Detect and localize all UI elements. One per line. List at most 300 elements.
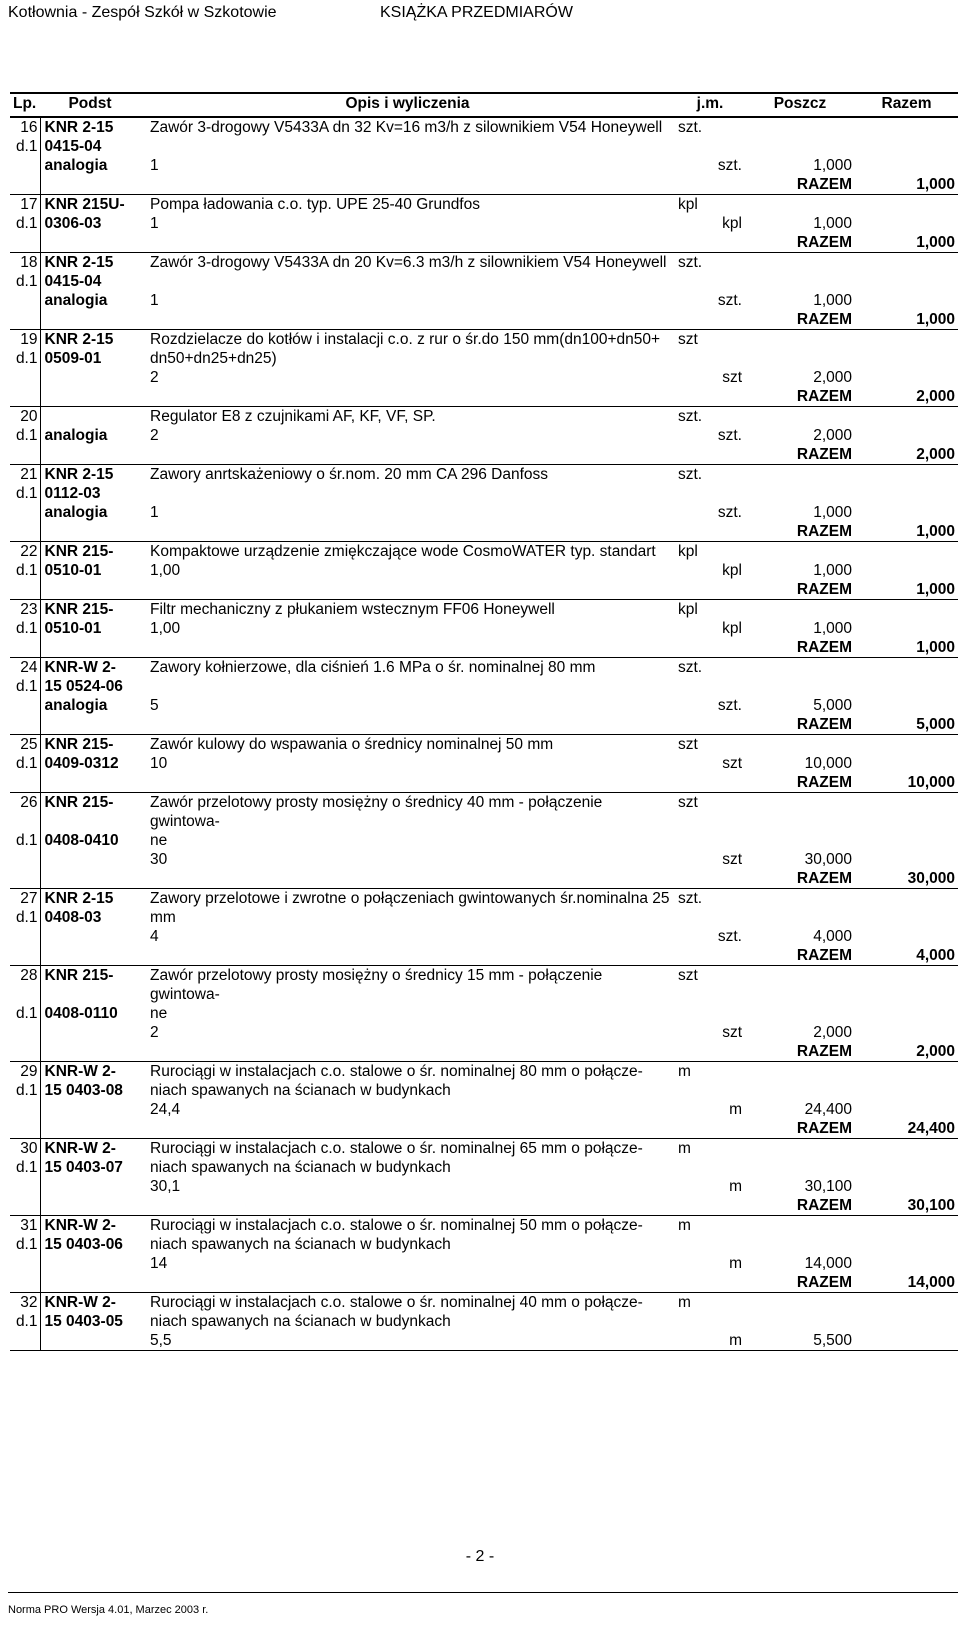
- norm-code-line: KNR 2-15: [40, 330, 140, 350]
- unit-of-measure: szt.: [678, 659, 703, 676]
- unit-of-measure: kpl: [678, 196, 698, 213]
- empty-cell: [855, 1158, 958, 1177]
- unit-of-measure: szt.: [678, 890, 703, 907]
- empty-cell: [40, 522, 140, 542]
- item-description-cont: niach spawanych na ścianach w budynkach: [150, 1082, 451, 1099]
- item-sub-number: d.1: [15, 138, 38, 155]
- quantity-unit: szt.: [717, 427, 742, 444]
- norm-code-line: 0510-01: [40, 619, 140, 638]
- razem-label: RAZEM: [745, 580, 855, 600]
- quantity-unit: szt.: [717, 292, 742, 309]
- empty-cell: [855, 927, 958, 946]
- item-number: 27: [20, 890, 38, 907]
- item-sub-number: d.1: [15, 485, 38, 502]
- empty-cell: [675, 522, 745, 542]
- empty-cell: [745, 658, 855, 678]
- norm-code-line: [40, 850, 140, 869]
- empty-cell: [855, 1254, 958, 1273]
- empty-cell: [675, 387, 745, 407]
- col-header-razem: Razem: [855, 93, 958, 117]
- norm-code-line: KNR 215-: [40, 793, 140, 832]
- empty-cell: [10, 580, 40, 600]
- quantity-formula: 1: [150, 215, 159, 232]
- norm-code-line: 0112-03: [40, 484, 140, 503]
- empty-cell: [140, 677, 675, 696]
- item-subtotal: 5,500: [745, 1331, 855, 1351]
- razem-value: 30,000: [855, 869, 958, 889]
- item-subtotal: 10,000: [804, 755, 852, 772]
- empty-cell: [140, 1119, 675, 1139]
- empty-cell: [40, 715, 140, 735]
- empty-cell: [10, 368, 40, 387]
- item-description-cont: niach spawanych na ścianach w budynkach: [150, 1313, 451, 1330]
- col-header-opis: Opis i wyliczenia: [140, 93, 675, 117]
- empty-cell: [140, 272, 675, 291]
- empty-cell: [140, 484, 675, 503]
- item-number: 18: [20, 254, 38, 271]
- empty-cell: [855, 1312, 958, 1331]
- item-subtotal: 30,100: [804, 1178, 852, 1195]
- empty-cell: [10, 927, 40, 946]
- item-description: Zawór przelotowy prosty mosiężny o średnicy 40 mm - połączenie gwintowa-: [150, 794, 603, 830]
- empty-cell: [140, 137, 675, 156]
- razem-value: 2,000: [855, 387, 958, 407]
- position-item: [10, 1062, 958, 1139]
- empty-cell: [10, 387, 40, 407]
- item-subtotal: 24,400: [804, 1101, 852, 1118]
- empty-cell: [10, 715, 40, 735]
- empty-cell: [10, 291, 40, 310]
- norm-code-line: KNR 2-15: [40, 117, 140, 137]
- razem-value: 10,000: [855, 773, 958, 793]
- item-description: Pompa ładowania c.o. typ. UPE 25-40 Grundfos: [150, 196, 480, 213]
- empty-cell: [745, 272, 855, 291]
- empty-cell: [745, 1216, 855, 1236]
- empty-cell: [10, 522, 40, 542]
- empty-cell: [855, 1331, 958, 1351]
- software-version: Norma PRO Wersja 4.01, Marzec 2003 r.: [8, 1604, 209, 1616]
- empty-cell: [855, 1062, 958, 1082]
- razem-label: RAZEM: [745, 310, 855, 330]
- empty-cell: [10, 850, 40, 869]
- empty-cell: [140, 1273, 675, 1293]
- norm-code-line: 0509-01: [40, 349, 140, 368]
- item-number: 30: [20, 1140, 38, 1157]
- empty-cell: [675, 484, 745, 503]
- empty-cell: [10, 946, 40, 966]
- norm-code-line: [40, 1254, 140, 1273]
- item-subtotal: 2,000: [813, 1024, 852, 1041]
- item-sub-number: d.1: [15, 909, 38, 926]
- item-sub-number: d.1: [15, 350, 38, 367]
- item-description-cont: mm: [150, 909, 176, 926]
- quantity-unit: kpl: [722, 620, 742, 637]
- empty-cell: [40, 869, 140, 889]
- quantity-formula: 1: [150, 504, 159, 521]
- empty-cell: [675, 580, 745, 600]
- quantity-formula: 2: [150, 369, 159, 386]
- empty-cell: [40, 580, 140, 600]
- razem-value: 2,000: [855, 1042, 958, 1062]
- quantity-unit: m: [729, 1101, 742, 1118]
- empty-cell: [855, 195, 958, 215]
- norm-code-line: KNR-W 2-: [40, 658, 140, 678]
- position-item: [10, 407, 958, 465]
- item-sub-number: d.1: [15, 832, 38, 849]
- item-number: 26: [20, 794, 38, 811]
- item-description-cont: niach spawanych na ścianach w budynkach: [150, 1159, 451, 1176]
- empty-cell: [855, 253, 958, 273]
- item-sub-number: d.1: [15, 562, 38, 579]
- norm-code-line: analogia: [40, 503, 140, 522]
- razem-label: RAZEM: [745, 522, 855, 542]
- empty-cell: [675, 908, 745, 927]
- empty-cell: [745, 330, 855, 350]
- quantity-unit: szt: [722, 851, 742, 868]
- item-subtotal: 5,000: [813, 697, 852, 714]
- empty-cell: [745, 465, 855, 485]
- empty-cell: [10, 1177, 40, 1196]
- empty-cell: [10, 1023, 40, 1042]
- norm-code-line: KNR-W 2-: [40, 1216, 140, 1236]
- quantity-unit: m: [729, 1178, 742, 1195]
- item-number: 19: [20, 331, 38, 348]
- razem-label: RAZEM: [745, 1119, 855, 1139]
- empty-cell: [855, 677, 958, 696]
- empty-cell: [745, 117, 855, 137]
- item-description: Rurociągi w instalacjach c.o. stalowe o śr. nominalnej 65 mm o połącze-: [150, 1140, 643, 1157]
- quantity-formula: 4: [150, 928, 159, 945]
- empty-cell: [745, 1062, 855, 1082]
- norm-code-line: KNR 2-15: [40, 253, 140, 273]
- empty-cell: [10, 310, 40, 330]
- col-header-jm: j.m.: [675, 93, 745, 117]
- empty-cell: [675, 1273, 745, 1293]
- norm-code-line: [40, 407, 140, 427]
- item-sub-number: d.1: [15, 427, 38, 444]
- quantity-unit: szt.: [717, 504, 742, 521]
- empty-cell: [675, 1158, 745, 1177]
- razem-value: 4,000: [855, 946, 958, 966]
- item-description: Rozdzielacze do kotłów i instalacji c.o. z rur o śr.do 150 mm(dn100+dn50+: [150, 331, 661, 348]
- empty-cell: [10, 696, 40, 715]
- position-item: [10, 1216, 958, 1293]
- empty-cell: [745, 195, 855, 215]
- norm-code-line: 15 0403-05: [40, 1312, 140, 1331]
- empty-cell: [745, 407, 855, 427]
- empty-cell: [745, 1081, 855, 1100]
- empty-cell: [855, 908, 958, 927]
- col-header-poszcz: Poszcz: [745, 93, 855, 117]
- item-sub-number: d.1: [15, 620, 38, 637]
- position-item: [10, 253, 958, 330]
- unit-of-measure: m: [678, 1140, 691, 1157]
- quantity-formula: 10: [150, 755, 168, 772]
- header-project-title: Kotłownia - Zespół Szkół w Szkotowie: [8, 4, 277, 21]
- quantity-formula: 14: [150, 1255, 168, 1272]
- empty-cell: [855, 426, 958, 445]
- table-header-row: [10, 93, 958, 117]
- empty-cell: [10, 1042, 40, 1062]
- razem-value: 1,000: [855, 175, 958, 195]
- item-number: 29: [20, 1063, 38, 1080]
- item-sub-number: d.1: [15, 1236, 38, 1253]
- empty-cell: [10, 869, 40, 889]
- empty-cell: [140, 1196, 675, 1216]
- empty-cell: [855, 1293, 958, 1313]
- empty-cell: [10, 773, 40, 793]
- unit-of-measure: szt: [678, 794, 698, 811]
- item-subtotal: 4,000: [813, 928, 852, 945]
- empty-cell: [745, 793, 855, 832]
- quantity-unit: kpl: [722, 562, 742, 579]
- unit-of-measure: szt.: [678, 254, 703, 271]
- empty-cell: [855, 1023, 958, 1042]
- empty-cell: [745, 1235, 855, 1254]
- item-description: Zawór 3-drogowy V5433A dn 20 Kv=6.3 m3/h z silownikiem V54 Honeywell: [150, 254, 667, 271]
- page-number: - 2 -: [465, 1548, 495, 1565]
- item-description: Zawór przelotowy prosty mosiężny o średnicy 15 mm - połączenie gwintowa-: [150, 967, 603, 1003]
- position-item: [10, 600, 958, 658]
- quantity-formula: 1: [150, 157, 159, 174]
- empty-cell: [40, 773, 140, 793]
- item-description: Zawór 3-drogowy V5433A dn 32 Kv=16 m3/h z silownikiem V54 Honeywell: [150, 119, 663, 136]
- item-number: 31: [20, 1217, 38, 1234]
- unit-of-measure: szt.: [678, 466, 703, 483]
- item-sub-number: d.1: [15, 215, 38, 232]
- item-number: 25: [20, 736, 38, 753]
- empty-cell: [855, 600, 958, 620]
- empty-cell: [675, 1119, 745, 1139]
- empty-cell: [675, 310, 745, 330]
- item-description: Rurociągi w instalacjach c.o. stalowe o śr. nominalnej 50 mm o połącze-: [150, 1217, 643, 1234]
- razem-value: 5,000: [855, 715, 958, 735]
- empty-cell: [855, 542, 958, 562]
- empty-cell: [745, 542, 855, 562]
- empty-cell: [140, 773, 675, 793]
- unit-of-measure: m: [678, 1294, 691, 1311]
- norm-code-line: 0306-03: [40, 214, 140, 233]
- empty-cell: [855, 1139, 958, 1159]
- empty-cell: [745, 253, 855, 273]
- quantity-formula: 30,1: [150, 1178, 181, 1195]
- empty-cell: [675, 677, 745, 696]
- empty-cell: [675, 1042, 745, 1062]
- razem-value: 24,400: [855, 1119, 958, 1139]
- empty-cell: [855, 889, 958, 909]
- unit-of-measure: kpl: [678, 601, 698, 618]
- position-item: [10, 195, 958, 253]
- razem-value: 1,000: [855, 580, 958, 600]
- item-number: 24: [20, 659, 38, 676]
- quantity-formula: 1,00: [150, 562, 181, 579]
- razem-label: RAZEM: [745, 1273, 855, 1293]
- razem-label: RAZEM: [745, 1196, 855, 1216]
- norm-code-line: KNR 2-15: [40, 889, 140, 909]
- empty-cell: [855, 850, 958, 869]
- item-subtotal: 14,000: [804, 1255, 852, 1272]
- razem-value: 1,000: [855, 233, 958, 253]
- empty-cell: [745, 735, 855, 755]
- empty-cell: [855, 1081, 958, 1100]
- empty-cell: [675, 349, 745, 368]
- empty-cell: [40, 175, 140, 195]
- razem-label: RAZEM: [745, 175, 855, 195]
- position-item: [10, 117, 958, 195]
- item-description-cont: niach spawanych na ścianach w budynkach: [150, 1236, 451, 1253]
- empty-cell: [675, 869, 745, 889]
- razem-value: 30,100: [855, 1196, 958, 1216]
- empty-cell: [40, 387, 140, 407]
- measurement-table: [10, 92, 958, 1351]
- position-item: [10, 658, 958, 735]
- item-sub-number: d.1: [15, 1159, 38, 1176]
- empty-cell: [855, 407, 958, 427]
- item-subtotal: 1,000: [813, 562, 852, 579]
- empty-cell: [855, 696, 958, 715]
- quantity-unit: szt.: [717, 157, 742, 174]
- empty-cell: [745, 1293, 855, 1313]
- norm-code-line: analogia: [40, 426, 140, 445]
- empty-cell: [855, 1004, 958, 1023]
- empty-cell: [40, 310, 140, 330]
- item-description: Zawory anrtskażeniowy o śr.nom. 20 mm CA 296 Danfoss: [150, 466, 548, 483]
- unit-of-measure: szt: [678, 331, 698, 348]
- item-sub-number: d.1: [15, 755, 38, 772]
- position-item: [10, 966, 958, 1062]
- empty-cell: [40, 1119, 140, 1139]
- empty-cell: [745, 137, 855, 156]
- item-description: Filtr mechaniczny z płukaniem wstecznym FF06 Honeywell: [150, 601, 555, 618]
- empty-cell: [745, 1004, 855, 1023]
- item-description: Zawór kulowy do wspawania o średnicy nominalnej 50 mm: [150, 736, 554, 753]
- item-number: 21: [20, 466, 38, 483]
- norm-code-line: 0415-04: [40, 272, 140, 291]
- empty-cell: [10, 503, 40, 522]
- razem-value: 2,000: [855, 445, 958, 465]
- empty-cell: [140, 869, 675, 889]
- quantity-formula: 5,5: [140, 1331, 675, 1351]
- empty-cell: [855, 619, 958, 638]
- empty-cell: [855, 156, 958, 175]
- empty-cell: [675, 946, 745, 966]
- norm-code-line: KNR 215U-: [40, 195, 140, 215]
- empty-cell: [10, 175, 40, 195]
- quantity-unit: m: [729, 1255, 742, 1272]
- empty-cell: [745, 889, 855, 909]
- razem-label: RAZEM: [745, 387, 855, 407]
- norm-code-line: KNR-W 2-: [40, 1293, 140, 1313]
- empty-cell: [855, 214, 958, 233]
- empty-cell: [140, 946, 675, 966]
- norm-code-line: analogia: [40, 156, 140, 175]
- item-number: 32: [20, 1294, 38, 1311]
- empty-cell: [140, 522, 675, 542]
- empty-cell: [675, 831, 745, 850]
- norm-code-line: [40, 927, 140, 946]
- position-item: [10, 889, 958, 966]
- empty-cell: [855, 503, 958, 522]
- unit-of-measure: szt: [678, 967, 698, 984]
- empty-cell: [745, 349, 855, 368]
- razem-label: RAZEM: [745, 946, 855, 966]
- item-number: 16: [20, 119, 38, 136]
- empty-cell: [675, 445, 745, 465]
- norm-code-line: 0409-0312: [40, 754, 140, 773]
- empty-cell: [855, 966, 958, 1005]
- position-item: [10, 735, 958, 793]
- empty-cell: [745, 966, 855, 1005]
- empty-cell: [140, 175, 675, 195]
- position-item: [10, 330, 958, 407]
- empty-cell: [40, 946, 140, 966]
- item-number: 22: [20, 543, 38, 560]
- razem-label: RAZEM: [745, 445, 855, 465]
- quantity-unit: szt.: [717, 928, 742, 945]
- empty-cell: [745, 677, 855, 696]
- empty-cell: [10, 1119, 40, 1139]
- quantity-unit: szt: [722, 369, 742, 386]
- empty-cell: [40, 1042, 140, 1062]
- norm-code-line: analogia: [40, 696, 140, 715]
- empty-cell: [855, 484, 958, 503]
- norm-code-line: 0408-0410: [40, 831, 140, 850]
- empty-cell: [10, 638, 40, 658]
- norm-code-line: KNR 2-15: [40, 465, 140, 485]
- empty-cell: [855, 831, 958, 850]
- quantity-formula: 24,4: [150, 1101, 181, 1118]
- empty-cell: [10, 156, 40, 175]
- quantity-unit: szt: [722, 755, 742, 772]
- norm-code-line: [40, 1023, 140, 1042]
- razem-label: RAZEM: [745, 638, 855, 658]
- item-description-cont: dn50+dn25+dn25): [150, 350, 277, 367]
- empty-cell: [675, 638, 745, 658]
- razem-value: 1,000: [855, 522, 958, 542]
- item-number: 23: [20, 601, 38, 618]
- empty-cell: [675, 773, 745, 793]
- quantity-formula: 2: [150, 427, 159, 444]
- norm-code-line: KNR-W 2-: [40, 1139, 140, 1159]
- norm-code-line: 0415-04: [40, 137, 140, 156]
- item-sub-number: d.1: [15, 1313, 38, 1330]
- item-description: Rurociągi w instalacjach c.o. stalowe o śr. nominalnej 40 mm o połącze-: [150, 1294, 643, 1311]
- empty-cell: [855, 658, 958, 678]
- position-item: [10, 1139, 958, 1216]
- quantity-formula: 30: [150, 851, 168, 868]
- razem-label: RAZEM: [745, 233, 855, 253]
- item-subtotal: 1,000: [813, 620, 852, 637]
- item-subtotal: 2,000: [813, 369, 852, 386]
- empty-cell: [745, 831, 855, 850]
- empty-cell: [745, 1312, 855, 1331]
- empty-cell: [140, 233, 675, 253]
- unit-of-measure: szt.: [678, 119, 703, 136]
- empty-cell: [40, 1273, 140, 1293]
- col-header-lp: Lp.: [10, 93, 40, 117]
- empty-cell: [10, 1100, 40, 1119]
- item-description-cont: ne: [150, 1005, 168, 1022]
- norm-code-line: [40, 1100, 140, 1119]
- empty-cell: [675, 1196, 745, 1216]
- item-subtotal: 2,000: [813, 427, 852, 444]
- quantity-unit: kpl: [722, 215, 742, 232]
- empty-cell: [855, 793, 958, 832]
- quantity-formula: 5: [150, 697, 159, 714]
- empty-cell: [40, 1196, 140, 1216]
- unit-of-measure: m: [678, 1063, 691, 1080]
- empty-cell: [855, 561, 958, 580]
